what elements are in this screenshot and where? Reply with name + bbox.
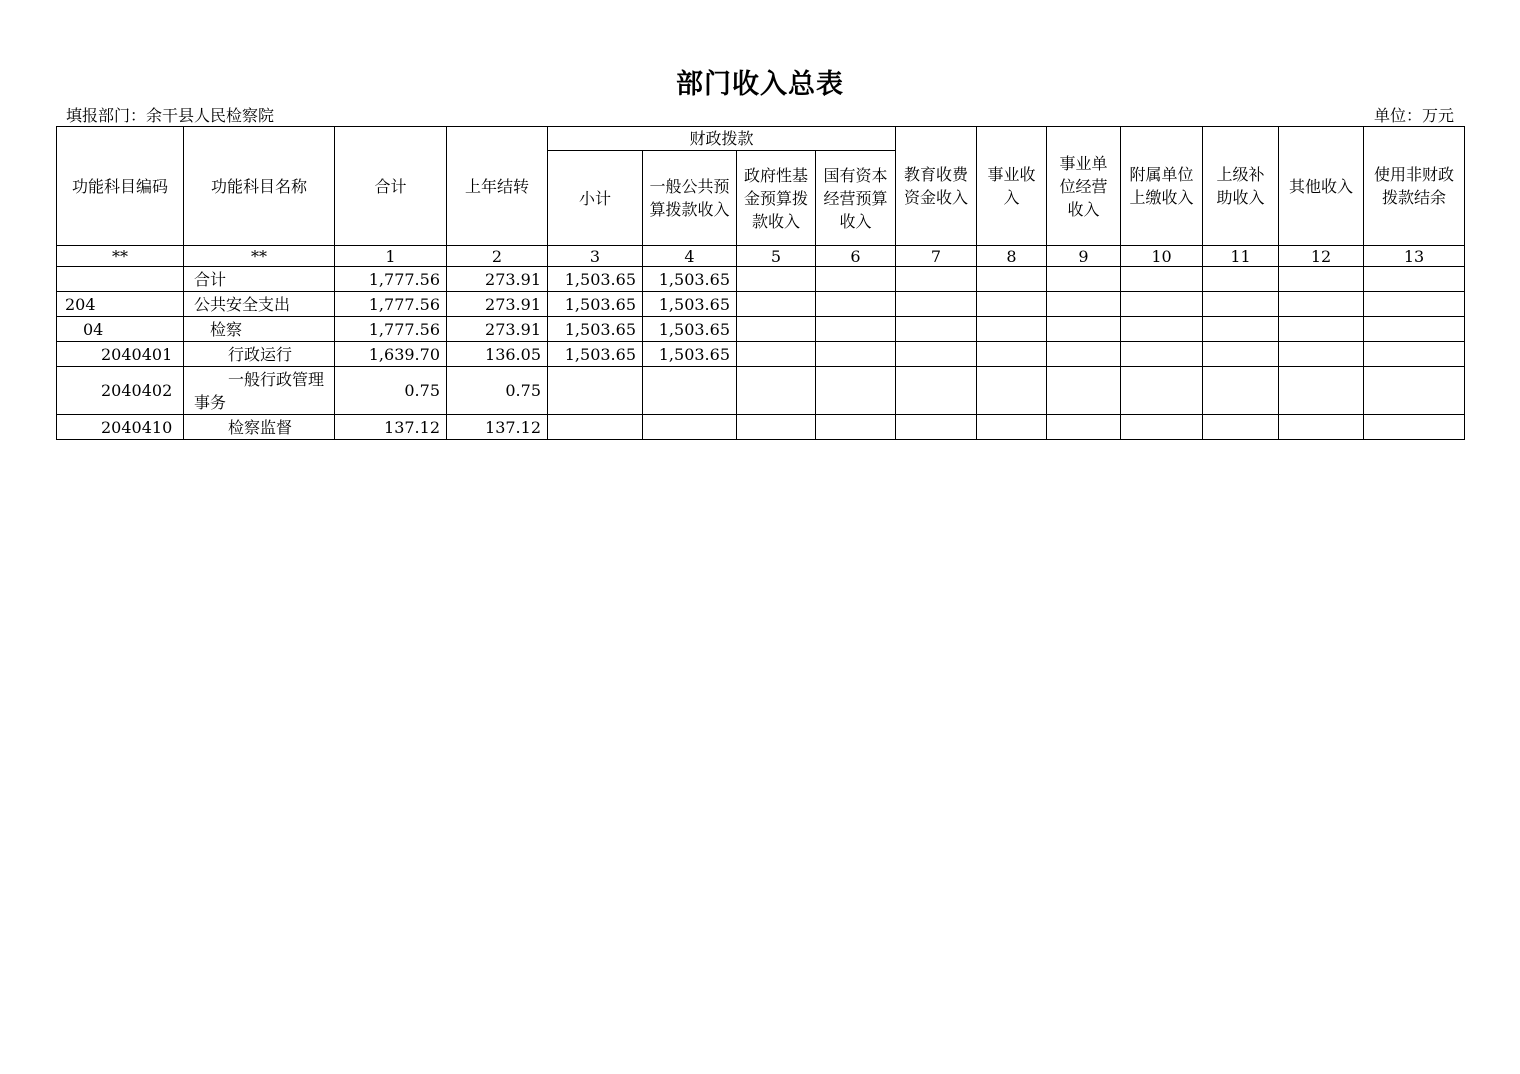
index-cell: 10 (1121, 246, 1203, 267)
cell-subtotal: 1,503.65 (548, 317, 643, 342)
cell-general-budget: 1,503.65 (643, 292, 737, 317)
table-row (57, 342, 1465, 367)
cell-general-budget: 1,503.65 (643, 317, 737, 342)
cell-state-capital (816, 317, 896, 342)
cell-non-fiscal-balance (1364, 367, 1465, 415)
cell-name: 检察 (184, 317, 335, 342)
cell-total: 1,777.56 (335, 317, 447, 342)
cell-subordinate-income (1121, 317, 1203, 342)
table-row (57, 317, 1465, 342)
income-summary-table (56, 126, 1465, 440)
cell-non-fiscal-balance (1364, 317, 1465, 342)
cell-education-fee (896, 267, 977, 292)
cell-general-budget: 1,503.65 (643, 342, 737, 367)
index-cell: 5 (737, 246, 816, 267)
cell-other-income (1279, 317, 1364, 342)
cell-education-fee (896, 367, 977, 415)
cell-other-income (1279, 267, 1364, 292)
index-cell: ** (184, 246, 335, 267)
cell-carryover: 273.91 (447, 317, 548, 342)
cell-non-fiscal-balance (1364, 267, 1465, 292)
index-cell: 12 (1279, 246, 1364, 267)
cell-state-capital (816, 415, 896, 440)
cell-subordinate-income (1121, 292, 1203, 317)
cell-total: 1,639.70 (335, 342, 447, 367)
cell-business-income (977, 342, 1047, 367)
cell-operating-income (1047, 317, 1121, 342)
cell-non-fiscal-balance (1364, 292, 1465, 317)
index-cell: 4 (643, 246, 737, 267)
index-cell: 9 (1047, 246, 1121, 267)
header-gov-fund: 政府性基金预算拨款收入 (737, 151, 816, 246)
cell-gov-fund (737, 415, 816, 440)
header-fiscal-group: 财政拨款 (548, 127, 896, 151)
cell-code (57, 267, 184, 292)
index-cell: 8 (977, 246, 1047, 267)
table-row (57, 415, 1465, 440)
index-row (57, 246, 1465, 267)
cell-carryover: 273.91 (447, 267, 548, 292)
cell-business-income (977, 292, 1047, 317)
cell-carryover: 0.75 (447, 367, 548, 415)
table-row (57, 292, 1465, 317)
cell-business-income (977, 317, 1047, 342)
cell-other-income (1279, 415, 1364, 440)
cell-other-income (1279, 367, 1364, 415)
cell-code: 2040402 (57, 367, 184, 415)
cell-subordinate-income (1121, 342, 1203, 367)
cell-operating-income (1047, 342, 1121, 367)
cell-business-income (977, 415, 1047, 440)
cell-code: 2040401 (57, 342, 184, 367)
cell-subtotal (548, 415, 643, 440)
cell-superior-subsidy (1203, 317, 1279, 342)
cell-superior-subsidy (1203, 267, 1279, 292)
cell-code: 2040410 (57, 415, 184, 440)
cell-subtotal (548, 367, 643, 415)
cell-carryover: 136.05 (447, 342, 548, 367)
header-name: 功能科目名称 (184, 127, 335, 246)
index-cell: 2 (447, 246, 548, 267)
index-cell: 1 (335, 246, 447, 267)
cell-total: 0.75 (335, 367, 447, 415)
cell-gov-fund (737, 342, 816, 367)
index-cell: 6 (816, 246, 896, 267)
index-cell: 11 (1203, 246, 1279, 267)
header-carryover: 上年结转 (447, 127, 548, 246)
cell-operating-income (1047, 267, 1121, 292)
cell-subordinate-income (1121, 367, 1203, 415)
header-code: 功能科目编码 (57, 127, 184, 246)
cell-total: 1,777.56 (335, 267, 447, 292)
cell-state-capital (816, 367, 896, 415)
cell-other-income (1279, 342, 1364, 367)
header-total: 合计 (335, 127, 447, 246)
cell-state-capital (816, 267, 896, 292)
cell-gov-fund (737, 317, 816, 342)
header-non-fiscal-balance: 使用非财政拨款结余 (1364, 127, 1465, 246)
header-subtotal: 小计 (548, 151, 643, 246)
header-other-income: 其他收入 (1279, 127, 1364, 246)
cell-non-fiscal-balance (1364, 415, 1465, 440)
header-state-capital: 国有资本经营预算收入 (816, 151, 896, 246)
cell-total: 137.12 (335, 415, 447, 440)
cell-carryover: 137.12 (447, 415, 548, 440)
cell-total: 1,777.56 (335, 292, 447, 317)
cell-subtotal: 1,503.65 (548, 292, 643, 317)
cell-other-income (1279, 292, 1364, 317)
header-superior-subsidy: 上级补助收入 (1203, 127, 1279, 246)
unit-label: 单位：万元 (1373, 106, 1454, 125)
cell-operating-income (1047, 292, 1121, 317)
cell-operating-income (1047, 367, 1121, 415)
cell-gov-fund (737, 367, 816, 415)
cell-business-income (977, 367, 1047, 415)
table-row (57, 367, 1465, 415)
cell-state-capital (816, 292, 896, 317)
header-general-budget: 一般公共预算拨款收入 (643, 151, 737, 246)
header-operating-income: 事业单位经营收入 (1047, 127, 1121, 246)
cell-business-income (977, 267, 1047, 292)
header-subordinate-income: 附属单位上缴收入 (1121, 127, 1203, 246)
cell-superior-subsidy (1203, 367, 1279, 415)
cell-name: 合计 (184, 267, 335, 292)
cell-carryover: 273.91 (447, 292, 548, 317)
cell-subtotal: 1,503.65 (548, 267, 643, 292)
cell-education-fee (896, 415, 977, 440)
cell-superior-subsidy (1203, 415, 1279, 440)
cell-education-fee (896, 317, 977, 342)
cell-general-budget (643, 367, 737, 415)
cell-non-fiscal-balance (1364, 342, 1465, 367)
index-cell: 7 (896, 246, 977, 267)
cell-state-capital (816, 342, 896, 367)
department-label: 填报部门：余干县人民检察院 (66, 106, 275, 125)
index-cell: 13 (1364, 246, 1465, 267)
cell-subordinate-income (1121, 267, 1203, 292)
cell-superior-subsidy (1203, 292, 1279, 317)
header-business-income: 事业收入 (977, 127, 1047, 246)
cell-gov-fund (737, 267, 816, 292)
cell-subtotal: 1,503.65 (548, 342, 643, 367)
index-cell: ** (57, 246, 184, 267)
cell-operating-income (1047, 415, 1121, 440)
cell-superior-subsidy (1203, 342, 1279, 367)
cell-general-budget: 1,503.65 (643, 267, 737, 292)
header-education-fee: 教育收费资金收入 (896, 127, 977, 246)
cell-code: 204 (57, 292, 184, 317)
cell-name: 行政运行 (184, 342, 335, 367)
cell-subordinate-income (1121, 415, 1203, 440)
cell-education-fee (896, 342, 977, 367)
index-cell: 3 (548, 246, 643, 267)
cell-general-budget (643, 415, 737, 440)
cell-name: 公共安全支出 (184, 292, 335, 317)
cell-name: 一般行政管理事务 (184, 367, 335, 415)
cell-education-fee (896, 292, 977, 317)
cell-code: 04 (57, 317, 184, 342)
cell-name: 检察监督 (184, 415, 335, 440)
cell-gov-fund (737, 292, 816, 317)
table-row (57, 267, 1465, 292)
page-title: 部门收入总表 (676, 69, 844, 100)
